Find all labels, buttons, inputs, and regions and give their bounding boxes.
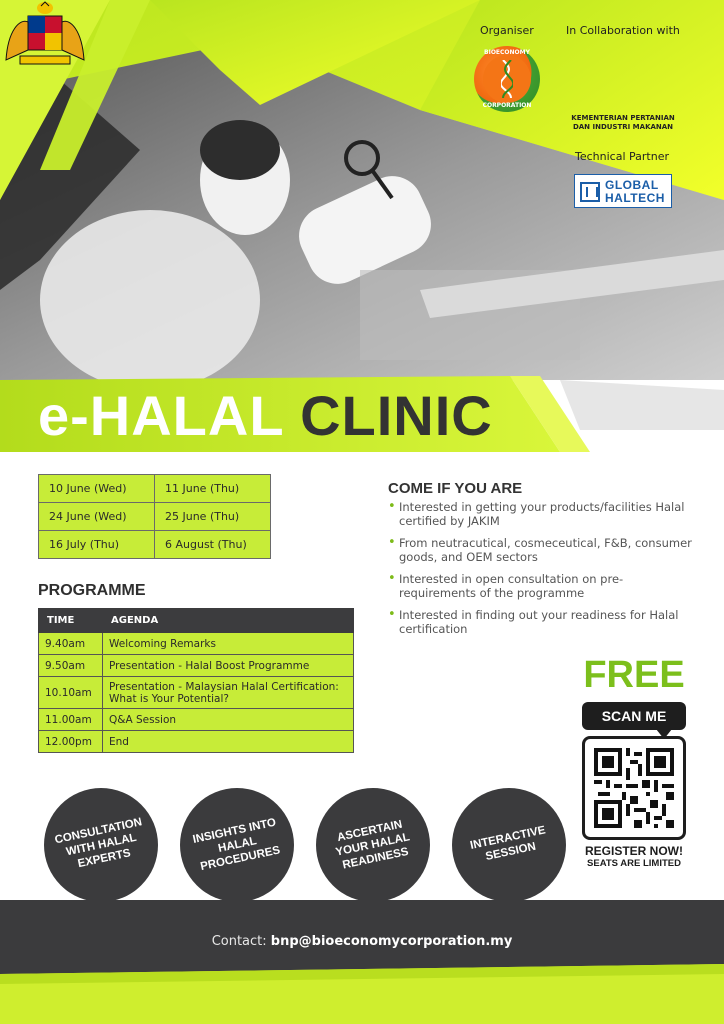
footer-graphic [0, 900, 724, 1024]
time-cell: 10.10am [39, 677, 103, 709]
feature-badge-consultation [44, 788, 158, 902]
agenda-cell: End [103, 731, 354, 753]
date-cell: 6 August (Thu) [155, 531, 271, 559]
criteria-list [388, 500, 700, 644]
agenda-cell: Welcoming Remarks [103, 633, 354, 655]
programme-heading: PROGRAMME [38, 582, 146, 599]
feature-label: INSIGHTS INTO HALAL PROCEDURES [191, 816, 281, 873]
feature-label: CONSULTATION WITH HALAL EXPERTS [53, 816, 143, 871]
ministry-name-line1: KEMENTERIAN PERTANIAN [571, 114, 675, 122]
globalhaltech-mark-icon [580, 182, 600, 202]
date-cell: 24 June (Wed) [39, 503, 155, 531]
globalhaltech-logo [574, 174, 672, 208]
organiser-label: Organiser [480, 24, 534, 37]
contact-line [0, 934, 724, 949]
programme-table [38, 608, 354, 753]
dates-row [39, 475, 271, 503]
time-cell: 9.50am [39, 655, 103, 677]
contact-label: Contact: [211, 934, 267, 949]
list-item: • From neutracutical, cosmeceutical, F&B, consumer goods, and OEM sectors [388, 536, 700, 564]
registration-qr-code[interactable] [582, 736, 686, 840]
globalhaltech-line1: GLOBAL [605, 178, 659, 192]
feature-badge-insights [180, 788, 294, 902]
date-cell: 10 June (Wed) [39, 475, 155, 503]
bioeconomy-corporation-logo [474, 46, 540, 112]
collaboration-label: In Collaboration with [566, 24, 680, 37]
register-now-label: REGISTER NOW! [585, 844, 683, 858]
come-if-you-are-heading: COME IF YOU ARE [388, 480, 523, 497]
table-row [39, 655, 354, 677]
ministry-name-line2: DAN INDUSTRI MAKANAN [572, 123, 674, 131]
logo-text-top: BIOECONOMY [484, 49, 530, 56]
agenda-cell: Presentation - Malaysian Halal Certification: What is Your Potential? [103, 677, 354, 709]
qr-code-icon [594, 748, 674, 828]
time-cell: 11.00am [39, 709, 103, 731]
table-row [39, 709, 354, 731]
dates-row [39, 531, 271, 559]
table-row [39, 677, 354, 709]
col-time: TIME [39, 609, 103, 633]
ministry-name [566, 114, 680, 132]
time-cell: 9.40am [39, 633, 103, 655]
feature-label: INTERACTIVE SESSION [468, 824, 547, 864]
list-item: • Interested in open consultation on pre-requirements of the programme [388, 572, 700, 600]
feature-badge-readiness [316, 788, 430, 902]
agenda-cell: Q&A Session [103, 709, 354, 731]
seats-limited-label: SEATS ARE LIMITED [587, 858, 681, 869]
title-prefix: e-HALAL [38, 384, 284, 447]
logo-text-bottom: CORPORATION [482, 102, 532, 109]
technical-partner-label: Technical Partner [575, 150, 669, 163]
date-cell: 11 June (Thu) [155, 475, 271, 503]
col-agenda: AGENDA [103, 609, 354, 633]
dates-row [39, 503, 271, 531]
list-item: • Interested in finding out your readiness for Halal certification [388, 608, 700, 636]
list-item: • Interested in getting your products/facilities Halal certified by JAKIM [388, 500, 700, 528]
event-title [38, 386, 493, 446]
programme-header-row [39, 609, 354, 633]
session-dates-table [38, 474, 271, 559]
table-row [39, 731, 354, 753]
contact-email-link[interactable]: bnp@bioeconomycorporation.my [270, 934, 513, 949]
globalhaltech-line2: HALTECH [605, 191, 665, 205]
footer [0, 900, 724, 1024]
free-label: FREE [583, 654, 685, 696]
time-cell: 12.00pm [39, 731, 103, 753]
agenda-cell: Presentation - Halal Boost Programme [103, 655, 354, 677]
feature-label: ASCERTAIN YOUR HALAL READINESS [334, 818, 412, 872]
hero-banner [0, 0, 724, 460]
table-row [39, 633, 354, 655]
feature-badge-interactive [452, 788, 566, 902]
date-cell: 25 June (Thu) [155, 503, 271, 531]
date-cell: 16 July (Thu) [39, 531, 155, 559]
title-main: CLINIC [300, 384, 493, 447]
ministry-crest-icon [0, 0, 90, 70]
dna-icon [501, 60, 513, 98]
scan-me-label: SCAN ME [582, 702, 686, 730]
